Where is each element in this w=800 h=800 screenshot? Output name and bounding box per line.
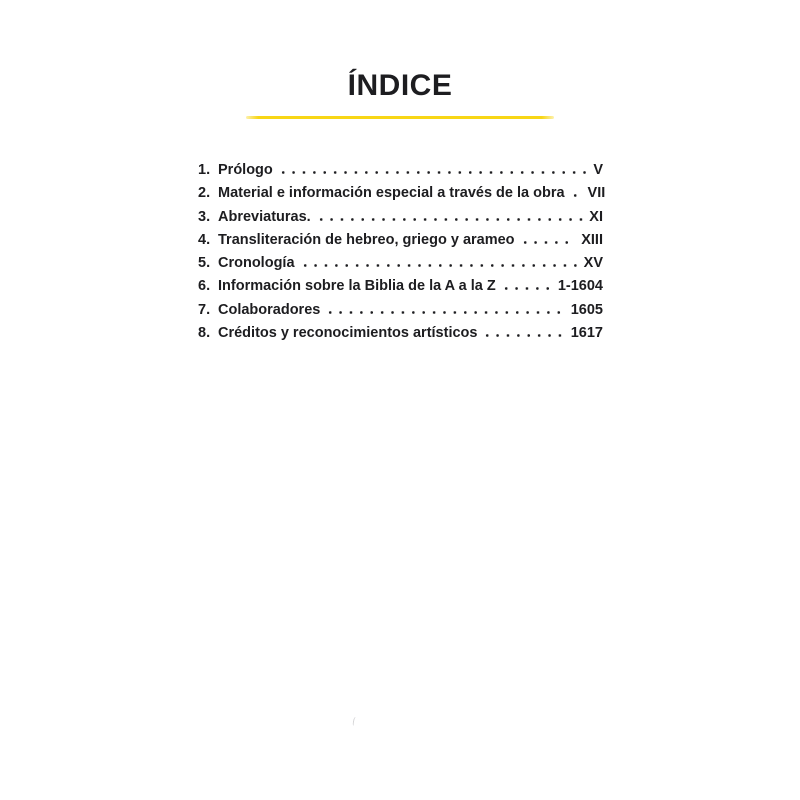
- toc-item-label: Créditos y reconocimientos artísticos: [218, 325, 478, 342]
- toc-item-label: Transliteración de hebreo, griego y arameo: [218, 231, 515, 248]
- toc-item-label: Colaboradores: [218, 301, 321, 318]
- toc-item-page: VII: [587, 185, 606, 202]
- dot-leader: [300, 264, 578, 267]
- dot-leader: [325, 311, 564, 314]
- toc-item-number: 6.: [198, 278, 211, 295]
- toc-item-label: Prólogo: [218, 162, 273, 178]
- title-underline-rule: [246, 116, 554, 119]
- dot-leader: [316, 218, 584, 221]
- toc-item-page: XV: [583, 255, 603, 272]
- toc-item-label: Cronología: [218, 255, 295, 272]
- dot-leader: [520, 241, 576, 244]
- dot-leader: [501, 287, 552, 290]
- dot-leader: [278, 171, 588, 174]
- toc-list: [198, 162, 606, 348]
- toc-row: [198, 162, 603, 185]
- toc-item-label: Información sobre la Biblia de la A a la Z: [218, 278, 496, 295]
- toc-row: [198, 185, 606, 208]
- toc-item-number: 4.: [198, 231, 211, 248]
- toc-item-page: XI: [589, 208, 603, 225]
- toc-row: [198, 325, 603, 348]
- toc-item-number: 5.: [198, 255, 211, 272]
- toc-item-label: Material e información especial a través de la obra: [218, 185, 565, 202]
- toc-item-page: 1-1604: [557, 278, 603, 295]
- toc-row: [198, 232, 603, 255]
- toc-item-number: 1.: [198, 162, 211, 178]
- toc-item-label: Abreviaturas.: [218, 208, 311, 225]
- toc-item-page: 1617: [570, 325, 603, 342]
- scan-artifact: [352, 717, 358, 727]
- toc-item-number: 8.: [198, 325, 211, 342]
- toc-item-number: 2.: [198, 185, 211, 202]
- dot-leader: [482, 334, 564, 337]
- toc-row: [198, 209, 603, 232]
- toc-item-page: V: [593, 162, 603, 178]
- toc-row: [198, 255, 603, 278]
- toc-item-number: 3.: [198, 208, 211, 225]
- toc-item-page: 1605: [570, 301, 603, 318]
- toc-item-page: XIII: [581, 231, 603, 248]
- toc-item-number: 7.: [198, 301, 211, 318]
- dot-leader: [570, 194, 582, 197]
- toc-row: [198, 278, 603, 301]
- page-title: ÍNDICE: [347, 69, 453, 102]
- toc-row: [198, 302, 603, 325]
